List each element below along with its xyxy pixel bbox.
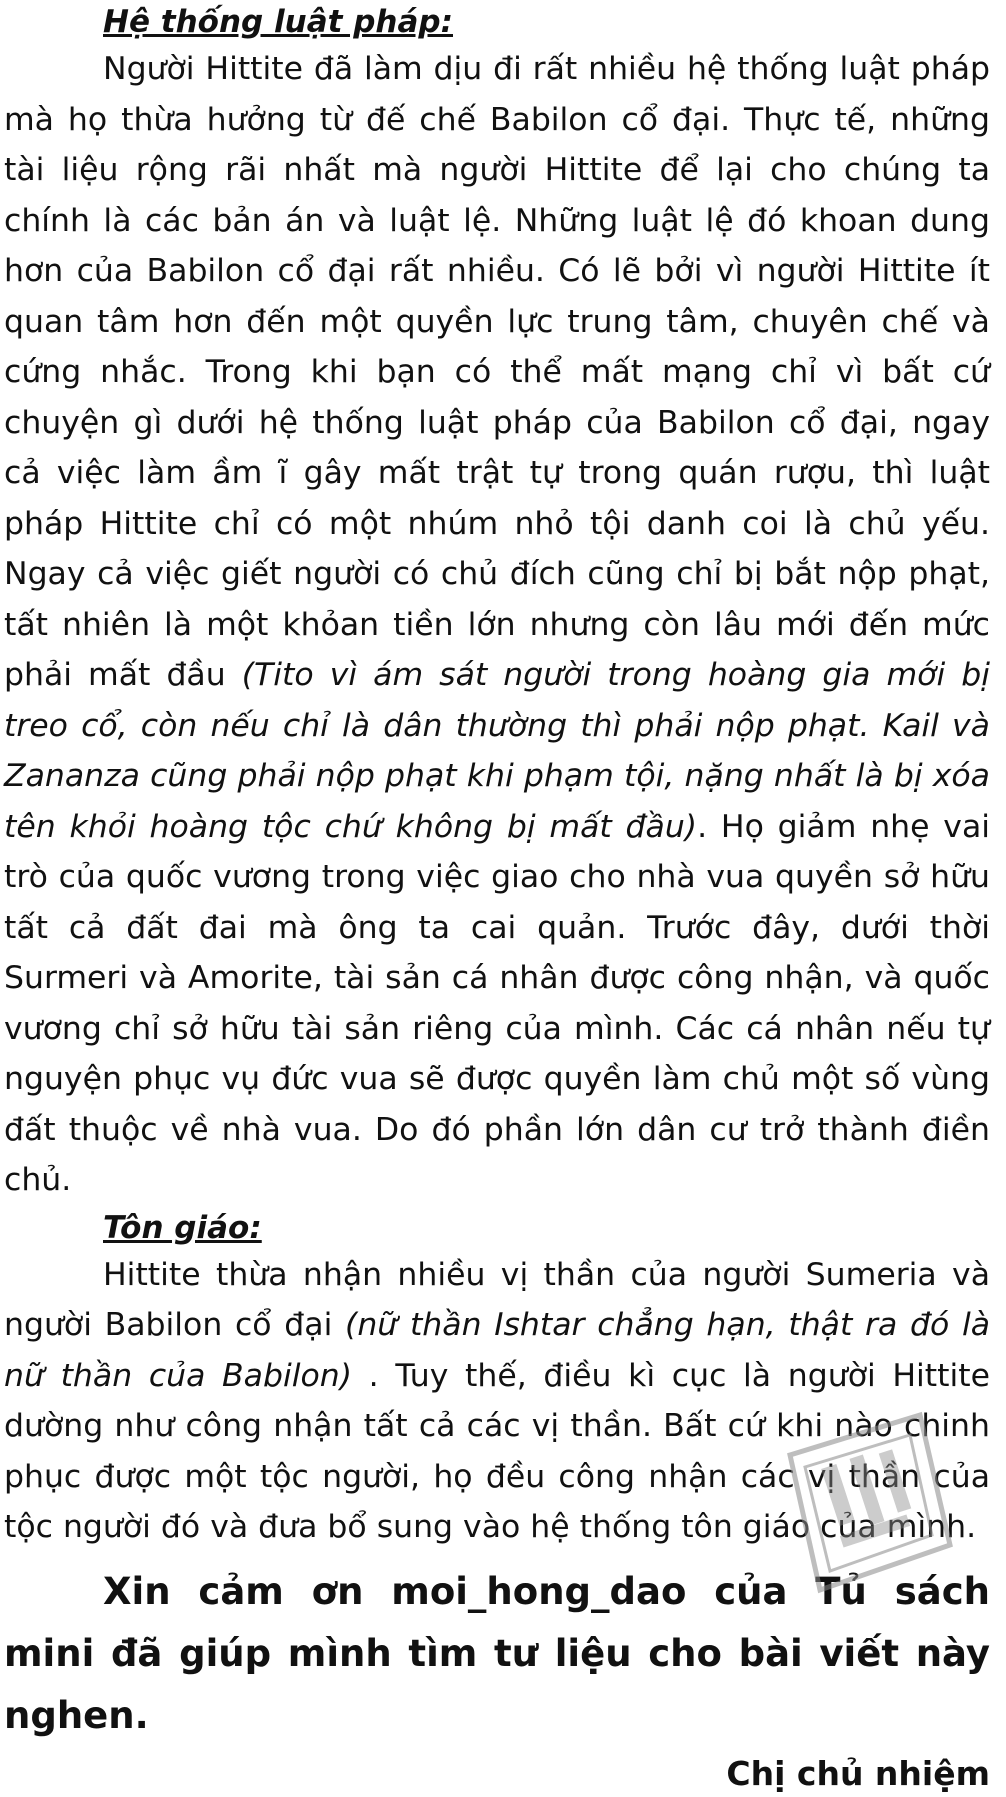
paragraph-law-end: . Họ giảm nhẹ vai trò của quốc vương trong việc giao cho nhà vua quyền sở hữu tất cả đất đai mà ông ta cai quản. Trước đây, dưới thời Surmeri và Amorite, tài sản cá nhân được công nhận, và quốc vương chỉ sở hữu tài sản riêng của mình. Các cá nhân nếu tự nguyện phục vụ đức vua sẽ được quyền làm chủ một số vùng đất thuộc về nhà vua. Do đó phần lớn dân cư trở thành điền chủ. (4, 808, 991, 1198)
paragraph-law (4, 44, 990, 1206)
section-heading-law: Hệ thống luật pháp: (103, 4, 453, 40)
signature: Chị chủ nhiệm (726, 1753, 990, 1793)
paragraph-religion (4, 1250, 990, 1553)
paragraph-religion-end: . Tuy thế, điều kì cục là người Hittite dường như công nhận tất cả các vị thần. Bất cứ khi nào chinh phục được một tộc người, họ đều công nhận các vị thần của tộc người đó và đưa bổ sung vào hệ thống tôn giáo của mình. (4, 1357, 990, 1545)
paragraph-religion-italic: (nữ thần Ishtar chẳng hạn, thật ra đó là nữ thần của Babilon) (4, 1307, 990, 1394)
paragraph-law-start: Người Hittite đã làm dịu đi rất nhiều hệ thống luật pháp mà họ thừa hưởng từ đế chế Babilon cổ đại. Thực tế, những tài liệu rộng rãi nhất mà người Hittite để lại cho chúng ta chính là các bản án và luật lệ. Những luật lệ đó khoan dung hơn của Babilon cổ đại rất nhiều. Có lẽ bởi vì người Hittite ít quan tâm hơn đến một quyền lực trung tâm, chuyên chế và cứng nhắc. Trong khi bạn có thể mất mạng chỉ vì bất cứ chuyện gì dưới hệ thống luật pháp của Babilon cổ đại, ngay cả việc làm ầm ĩ gây mất trật tự trong quán rượu, thì luật pháp Hittite chỉ có một nhúm nhỏ tội danh coi là chủ yếu. Ngay cả việc giết người có chủ đích cũng chỉ bị bắt nộp phạt, tất nhiên là một khỏan tiền lớn nhưng còn lâu mới đến mức phải mất đầu (4, 51, 990, 693)
section-heading-religion: Tôn giáo: (103, 1209, 262, 1246)
thanks-note: Xin cảm ơn moi_hong_dao của Tủ sách mini đã giúp mình tìm tư liệu cho bài viết này nghen. (4, 1569, 990, 1737)
paragraph-law-italic: (Tito vì ám sát người trong hoàng gia mới bị treo cổ, còn nếu chỉ là dân thường thì phải nộp phạt. Kail và Zananza cũng phải nộp phạt khi phạm tội, nặng nhất là bị xóa tên khỏi hoàng tộc chứ không bị mất đầu) (4, 657, 990, 845)
paragraph-religion-start: Hittite thừa nhận nhiều vị thần của người Sumeria và người Babilon cổ đại (4, 1256, 990, 1343)
